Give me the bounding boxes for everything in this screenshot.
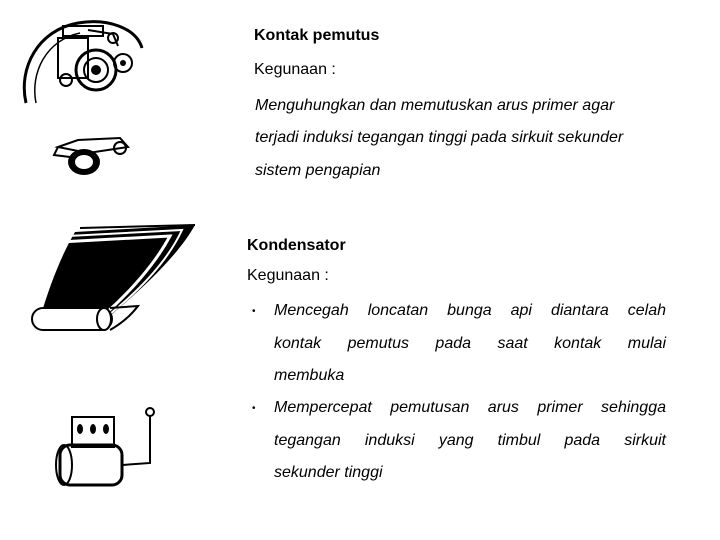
description-line-1: Menguhungkan dan memutuskan arus primer agar: [255, 97, 615, 114]
bullet-2-line-1: Mempercepat pemutusan arus primer sehingga: [274, 399, 666, 416]
bullet-marker-2: •: [252, 403, 256, 414]
bullet-1-line-1: Mencegah loncatan bunga api diantara celah: [274, 302, 666, 319]
section-title-contact-breaker: Kontak pemutus: [254, 27, 380, 44]
condenser-component-illustration: [50, 405, 170, 495]
bullet-1-line-3: membuka: [274, 367, 345, 384]
contact-breaker-assembly-illustration: [18, 8, 148, 118]
bullet-1-line-2: kontak pemutus pada saat kontak mulai: [274, 335, 666, 352]
kegunaan-label-1: Kegunaan :: [254, 61, 336, 78]
bullet-marker-1: •: [252, 306, 256, 317]
contact-point-illustration: [48, 125, 148, 185]
description-line-3: sistem pengapian: [255, 162, 381, 179]
bullet-2-line-3: sekunder tinggi: [274, 464, 383, 481]
description-line-2: terjadi induksi tegangan tinggi pada sirkuit sekunder: [255, 129, 624, 146]
kegunaan-label-2: Kegunaan :: [247, 267, 329, 284]
bullet-2-line-2: tegangan induksi yang timbul pada sirkuit: [274, 432, 666, 449]
section-title-condenser: Kondensator: [247, 237, 346, 254]
condenser-foil-illustration: [20, 222, 200, 342]
